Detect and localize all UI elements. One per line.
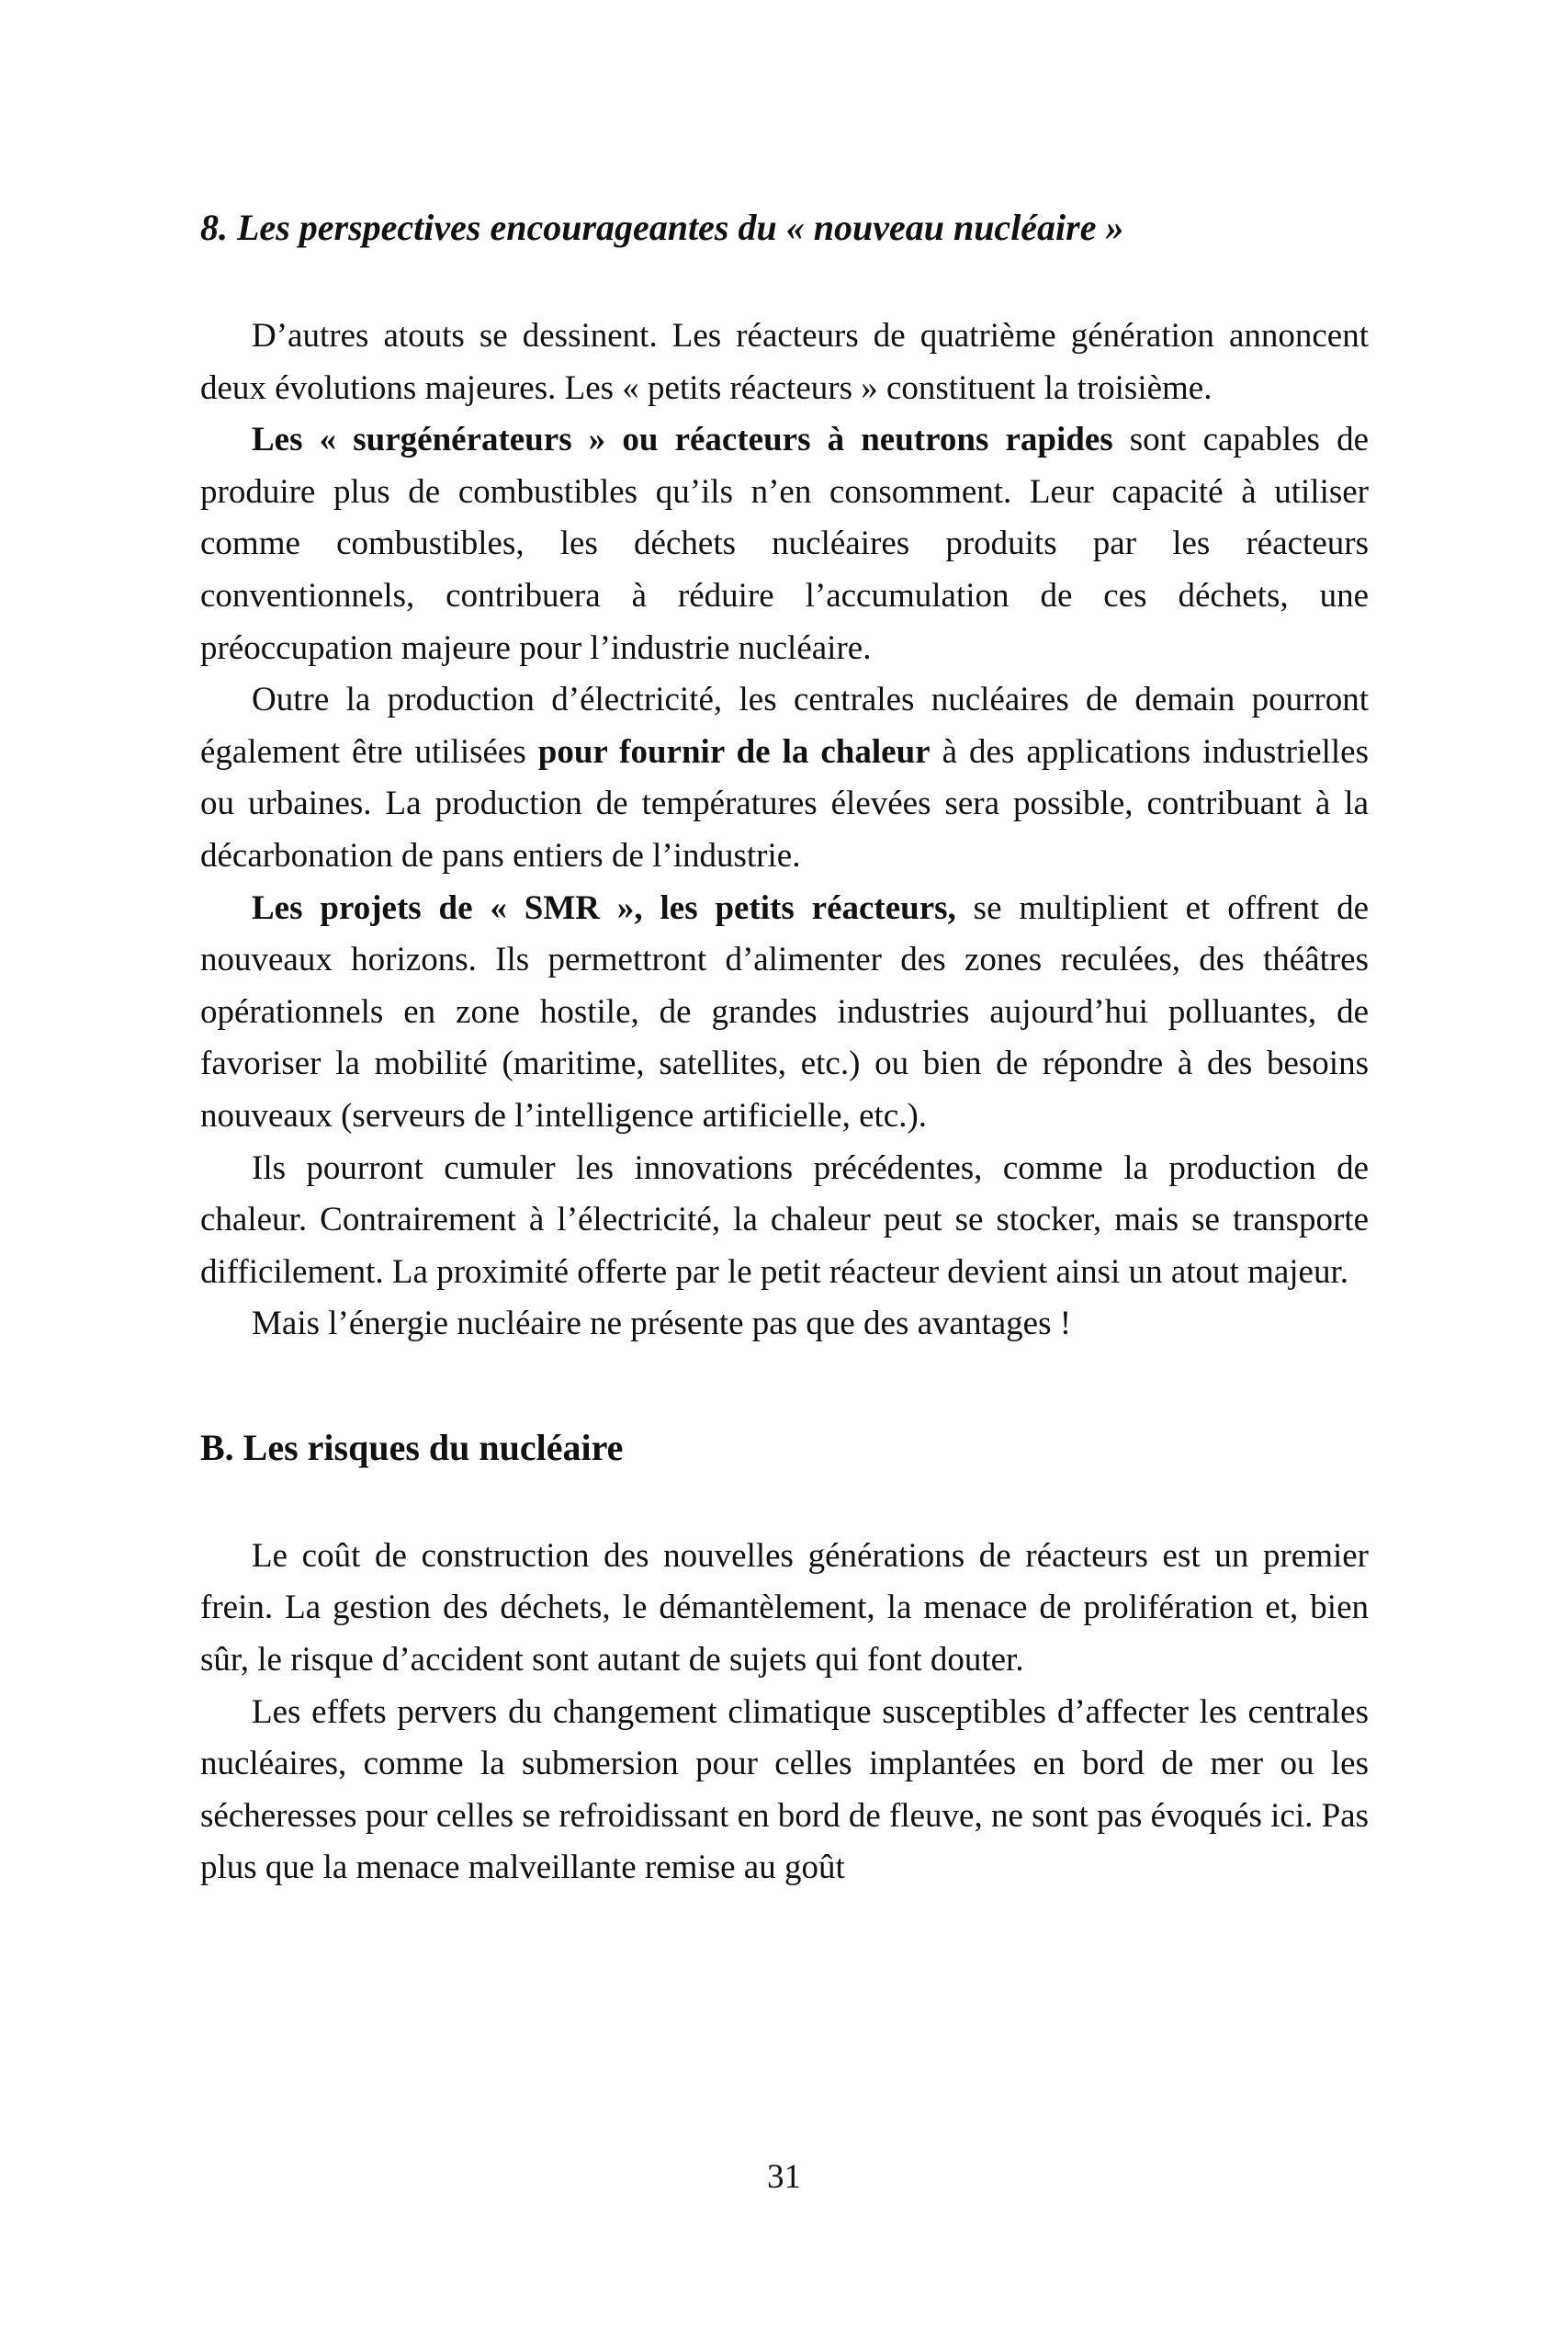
paragraph-intro: D’autres atouts se dessinent. Les réacteurs de quatrième génération annoncent deux évolutions majeures. Les « petits réacteurs » constituent la troisième. (200, 317, 1369, 407)
heat-production-emphasis: pour fournir de la chaleur (537, 732, 931, 771)
paragraph-smr (200, 883, 1369, 1143)
section-8-heading: 8. Les perspectives encourageantes du « nouveau nucléaire » (200, 207, 1124, 248)
smr-emphasis: Les projets de « SMR », les petits réacteurs, (252, 888, 956, 927)
heat-production-text-end: à des applications industrielles ou urbaines. La production de températures élevées sera possible, contribuant à la décarbonation de pans entiers de l’industrie. (200, 732, 1369, 875)
breeder-reactors-emphasis: Les « surgénérateurs » ou réacteurs à neutrons rapides (252, 421, 1113, 459)
paragraph-heat-production (200, 674, 1369, 882)
breeder-reactors-text: sont capables de produire plus de combustibles qu’ils n’en consomment. Leur capacité à utiliser comme combustibles, les déchets nucléaires produits par les réacteurs conventionnels, contribuera à réduire l’accumulation de ces déchets, une préoccupation majeure pour l’industrie nucléaire. (200, 421, 1369, 667)
paragraph-risks-climate: Les effets pervers du changement climatique susceptibles d’affecter les centrales nucléaires, comme la submersion pour celles implantées en bord de mer ou les sécheresses pour celles se refroidissant en bord de fleuve, ne sont pas évoqués ici. Pas plus que la menace malveillante remise au goût (200, 1692, 1370, 1887)
paragraph-risks-cost: Le coût de construction des nouvelles générations de réacteurs est un premier frein. La gestion des déchets, le démantèlement, la menace de prolifération et, bien sûr, le risque d’accident sont autant de sujets qui font douter. (200, 1536, 1369, 1679)
paragraph-heat-storage: Ils pourront cumuler les innovations précédentes, comme la production de chaleur. Contrairement à l’électricité, la chaleur peut se stocker, mais se transporte difficilement. La proximité offerte par le petit réacteur devient ainsi un atout majeur. (200, 1148, 1369, 1291)
section-b-heading: B. Les risques du nucléaire (200, 1426, 624, 1468)
page-body (200, 184, 1369, 1894)
smr-text: se multiplient et offrent de nouveaux horizons. Ils permettront d’alimenter des zones reculées, des théâtres opérationnels en zone hostile, de grandes industries aujourd’hui polluantes, de favoriser la mobilité (maritime, satellites, etc.) ou bien de répondre à des besoins nouveaux (serveurs de l’intelligence artificielle, etc.). (200, 888, 1369, 1135)
paragraph-breeder-reactors (200, 414, 1369, 674)
heat-production-text-start: Outre la production d’électricité, les centrales nucléaires de demain pourront également être utilisées (200, 681, 1369, 771)
page-number: 31 (767, 2158, 801, 2196)
paragraph-transition: Mais l’énergie nucléaire ne présente pas que des avantages ! (252, 1305, 1072, 1343)
